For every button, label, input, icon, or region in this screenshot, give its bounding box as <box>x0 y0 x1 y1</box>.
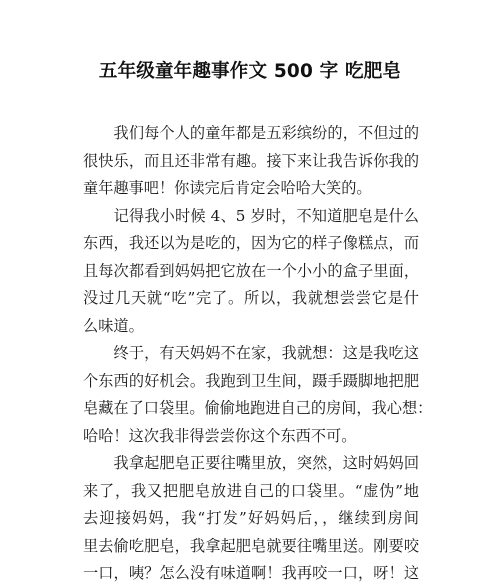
text-line: 终于，有天妈妈不在家，我就想：这是我吃这 <box>83 344 419 362</box>
text-line: 我拿起肥皂正要往嘴里放，突然，这时妈妈回 <box>83 454 419 472</box>
text-line: 一口，咦？怎么没有味道啊！我再咬一口，呀！这 <box>83 564 419 582</box>
text-line: 童年趣事吧！你读完后肯定会哈哈大笑的。 <box>83 179 372 197</box>
text-line: 里去偷吃肥皂，我拿起肥皂就要往嘴里送。刚要咬 <box>83 536 419 555</box>
document-title: 五年级童年趣事作文 500 字 吃肥皂 <box>98 61 402 82</box>
text-line: 去迎接妈妈，我“打发”好妈妈后，，继续到房间 <box>83 509 419 527</box>
text-line: 我们每个人的童年都是五彩缤纷的，不但过的 <box>83 124 419 142</box>
text-line: 来了，我又把肥皂放进自己的口袋里。“虚伪”地 <box>83 481 419 500</box>
text-line: 很快乐，而且还非常有趣。接下来让我告诉你我的 <box>83 151 419 170</box>
text-line: 没过几天就“吃”完了。所以，我就想尝尝它是什 <box>83 289 419 307</box>
text-line: 且每次都看到妈妈把它放在一个小小的盒子里面， <box>83 261 419 280</box>
text-line: 么味道。 <box>83 316 144 335</box>
text-line: 皂藏在了口袋里。偷偷地跑进自己的房间，我心想： <box>83 399 433 417</box>
text-line: 东西，我还以为是吃的，因为它的样子像糕点，而 <box>83 234 419 252</box>
essay-body <box>83 120 433 588</box>
text-line: 哈哈！这次我非得尝尝你这个东西不可。 <box>83 426 357 445</box>
text-line: 记得我小时候 4、5 岁时，不知道肥皂是什么 <box>83 206 419 225</box>
text-line: 个东西的好机会。我跑到卫生间，蹑手蹑脚地把肥 <box>83 371 419 390</box>
